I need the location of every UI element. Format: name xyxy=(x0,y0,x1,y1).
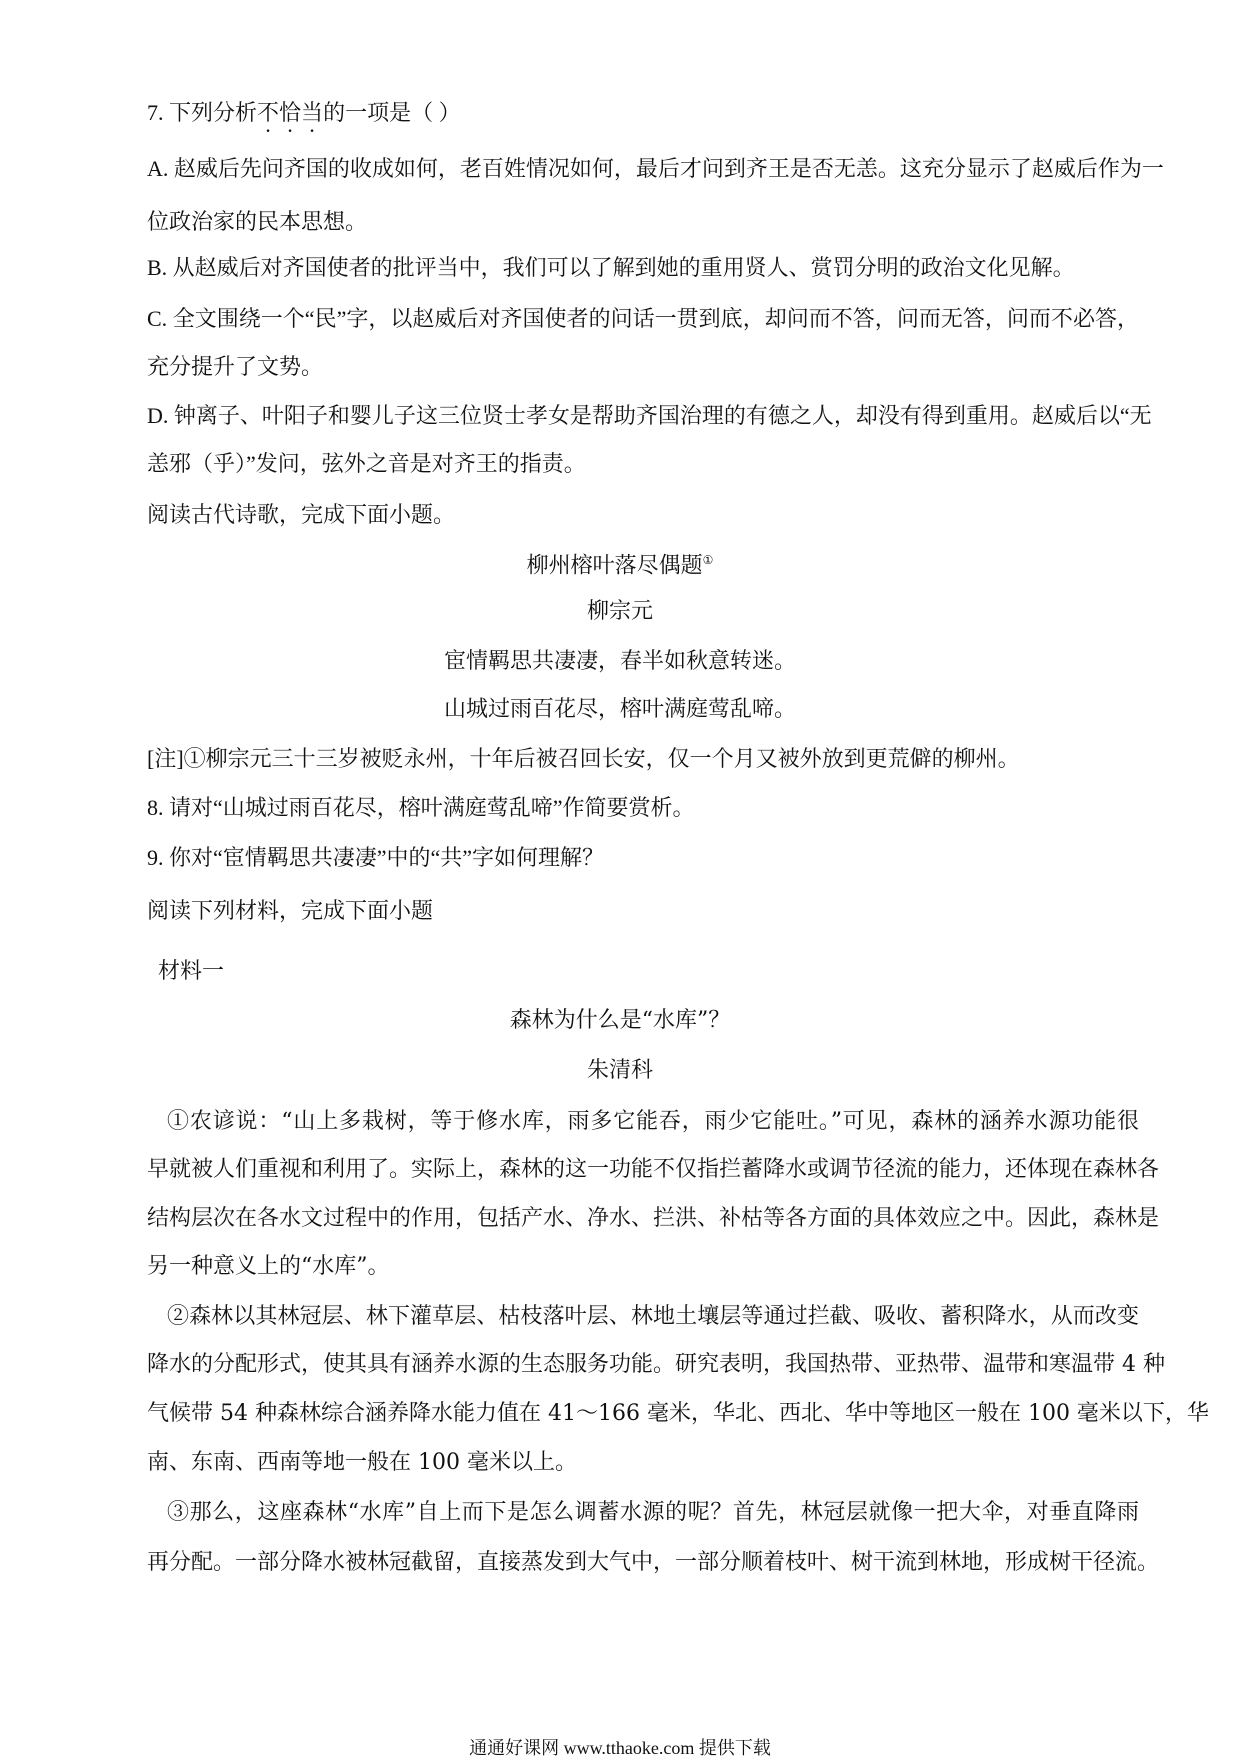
option-a-line2: 位政治家的民本思想。 xyxy=(147,209,368,234)
footer-source: 通通好课网 www.tthaoke.com 提供下载 xyxy=(469,1738,771,1758)
emphasis-char: 当 xyxy=(301,100,324,125)
paragraph-1-line: 结构层次在各水文过程中的作用，包括产水、净水、拦洪、补枯等各方面的具体效应之中。因此，森林是 xyxy=(147,1206,1160,1231)
option-a-line1: A. 赵威后先问齐国的收成如何，老百姓情况如何，最后才问到齐王是否无恙。这充分显示了赵威后作为一 xyxy=(147,156,1164,181)
paragraph-2-line: 气候带 54 种森林综合涵养降水能力值在 41～166 毫米，华北、西北、华中等地区一般在 100 毫米以下，华 xyxy=(147,1401,1209,1426)
stem-text: 的一项是（ ） xyxy=(323,100,461,125)
option-c-line1: C. 全文围绕一个“民”字，以赵威后对齐国使者的问话一贯到底，却问而不答，问而无答，问而不必答， xyxy=(147,306,1139,331)
option-c-line2: 充分提升了文势。 xyxy=(147,354,324,379)
material-intro: 阅读下列材料，完成下面小题 xyxy=(147,898,434,923)
poem-title-text: 柳州榕叶落尽偶题 xyxy=(526,553,703,579)
option-b: B. 从赵威后对齐国使者的批评当中，我们可以了解到她的重用贤人、赏罚分明的政治文化见解。 xyxy=(147,255,1075,280)
footnote-marker: ① xyxy=(702,553,714,567)
question-8: 8. 请对“山城过雨百花尽，榕叶满庭莺乱啼”作简要赏析。 xyxy=(147,795,695,820)
question-9: 9. 你对“宦情羁思共凄凄”中的“共”字如何理解？ xyxy=(147,845,605,870)
poem-line-1: 宦情羁思共凄凄，春半如秋意转迷。 xyxy=(443,649,796,674)
option-d-line2: 恙邪（乎）”发问，弦外之音是对齐王的指责。 xyxy=(147,451,586,476)
emphasis-char: 恰 xyxy=(279,100,302,125)
paragraph-3-line: ③那么，这座森林“水库”自上而下是怎么调蓄水源的呢？首先，林冠层就像一把大伞，对垂直降雨 xyxy=(167,1500,1139,1525)
paragraph-1-line: 另一种意义上的“水库”。 xyxy=(147,1254,390,1279)
emphasis-char: 不 xyxy=(257,100,280,125)
paragraph-2-line: ②森林以其林冠层、林下灌草层、枯枝落叶层、林地土壤层等通过拦截、吸收、蓄积降水，从而改变 xyxy=(167,1304,1139,1329)
paragraph-2-line: 南、东南、西南等地一般在 100 毫米以上。 xyxy=(147,1450,577,1475)
option-d-line1: D. 钟离子、叶阳子和婴儿子这三位贤士孝女是帮助齐国治理的有德之人，却没有得到重用。赵威后以“无 xyxy=(147,403,1152,428)
article-author: 朱清科 xyxy=(586,1058,653,1083)
paragraph-1-line: 早就被人们重视和利用了。实际上，森林的这一功能不仅指拦蓄降水或调节径流的能力，还体现在森林各 xyxy=(147,1157,1160,1182)
stem-text: 7. 下列分析 xyxy=(147,100,258,125)
article-title: 森林为什么是“水库”？ xyxy=(509,1008,731,1033)
question-7-stem xyxy=(147,98,461,128)
material-label: 材料一 xyxy=(158,958,225,983)
poem-intro: 阅读古代诗歌，完成下面小题。 xyxy=(147,502,456,527)
paragraph-2-line: 降水的分配形式，使其具有涵养水源的生态服务功能。研究表明，我国热带、亚热带、温带和寒温带 4 种 xyxy=(147,1352,1165,1377)
poem-title xyxy=(0,545,1240,581)
paragraph-1-line: ①农谚说：“山上多栽树，等于修水库，雨多它能吞，雨少它能吐。”可见，森林的涵养水源功能很 xyxy=(167,1109,1139,1134)
poem-author: 柳宗元 xyxy=(586,599,653,624)
paragraph-3-line: 再分配。一部分降水被林冠截留，直接蒸发到大气中，一部分顺着枝叶、树干流到林地，形成树干径流。 xyxy=(147,1550,1160,1575)
poem-line-2: 山城过雨百花尽，榕叶满庭莺乱啼。 xyxy=(443,697,796,722)
poem-note: [注]①柳宗元三十三岁被贬永州，十年后被召回长安，仅一个月又被外放到更荒僻的柳州。 xyxy=(147,746,1020,771)
